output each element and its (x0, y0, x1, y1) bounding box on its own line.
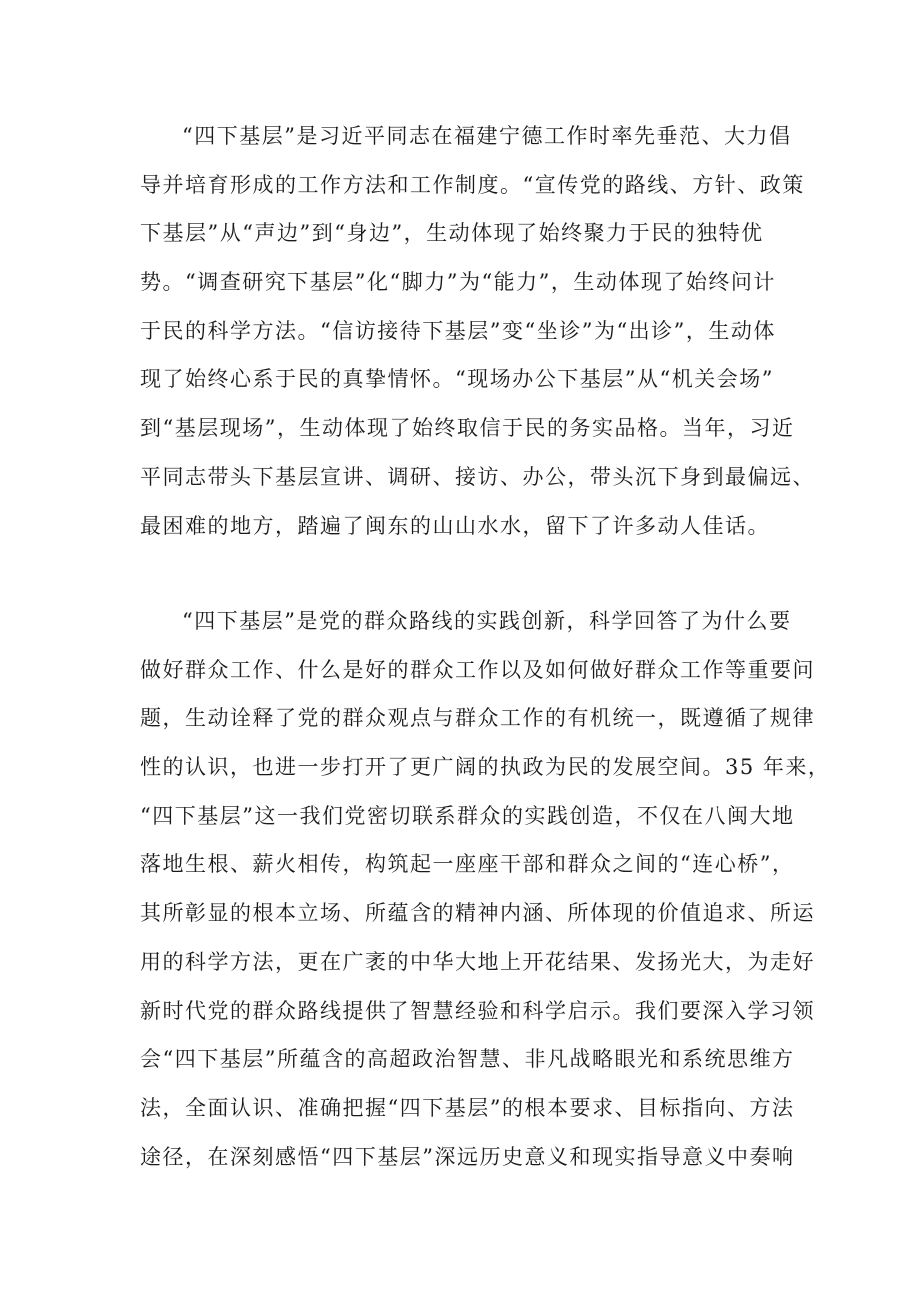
paragraph-line: 用的科学方法，更在广袤的中华大地上开花结果、发扬光大，为走好 (140, 949, 815, 974)
paragraph-line: 做好群众工作、什么是好的群众工作以及如何做好群众工作等重要问 (140, 657, 815, 682)
paragraph-line: 题，生动诠释了党的群众观点与群众工作的有机统一，既遵循了规律 (140, 706, 815, 731)
paragraph-line: 其所彰显的根本立场、所蕴含的精神内涵、所体现的价值追求、所运 (140, 901, 815, 926)
paragraph-line: 下基层”从“声边”到“身边”，生动体现了始终聚力于民的独特优 (140, 221, 764, 246)
paragraph-line: 现了始终心系于民的真挚情怀。“现场办公下基层”从“机关会场” (140, 367, 774, 392)
paragraph-line: 导并培育形成的工作方法和工作制度。“宣传党的路线、方针、政策 (140, 172, 805, 197)
paragraph-line: 到“基层现场”，生动体现了始终取信于民的务实品格。当年，习近 (140, 416, 795, 441)
paragraph-line: “四下基层”是党的群众路线的实践创新，科学回答了为什么要 (182, 609, 792, 633)
paragraph-line: 途径，在深刻感悟“四下基层”深远历史意义和现实指导意义中奏响 (140, 1144, 795, 1169)
paragraph-2 (140, 597, 831, 1181)
paragraph-line: 平同志带头下基层宣讲、调研、接访、办公，带头沉下身到最偏远、 (140, 464, 815, 489)
paragraph-line: “四下基层”这一我们党密切联系群众的实践创造，不仅在八闽大地 (140, 803, 795, 828)
paragraph-line: 势。“调查研究下基层”化“脚力”为“能力”，生动体现了始终问计 (140, 270, 776, 295)
paragraph-line: 会“四下基层”所蕴含的高超政治智慧、非凡战略眼光和系统思维方 (140, 1047, 795, 1072)
paragraph-line: 性的认识，也进一步打开了更广阔的执政为民的发展空间。35 年来， (140, 755, 831, 780)
paragraph-line: 于民的科学方法。“信访接待下基层”变“坐诊”为“出诊”，生动体 (140, 318, 776, 343)
paragraph-1 (140, 112, 815, 550)
paragraph-line: “四下基层”是习近平同志在福建宁德工作时率先垂范、大力倡 (182, 124, 792, 148)
paragraph-line: 最困难的地方，踏遍了闽东的山山水水，留下了许多动人佳话。 (140, 513, 770, 538)
paragraph-line: 法，全面认识、准确把握“四下基层”的根本要求、目标指向、方法 (140, 1095, 795, 1120)
paragraph-line: 落地生根、薪火相传，构筑起一座座干部和群众之间的“连心桥”， (140, 852, 795, 877)
paragraph-line: 新时代党的群众路线提供了智慧经验和科学启示。我们要深入学习领 (140, 998, 815, 1023)
